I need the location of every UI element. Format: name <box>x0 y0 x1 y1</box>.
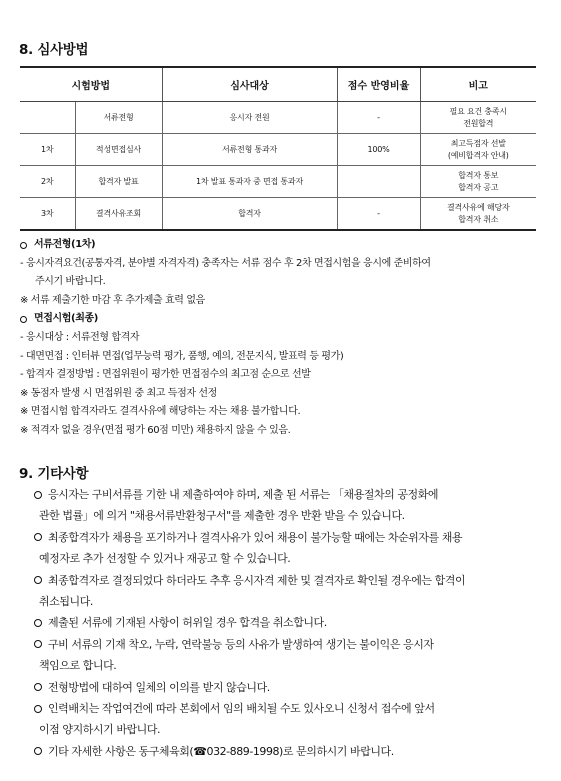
table-row <box>20 166 536 198</box>
circle-bullet-icon <box>34 576 42 584</box>
other-notes-list <box>34 484 465 762</box>
header-note: 비고 <box>420 67 536 102</box>
notice-item: 기타 자세한 사항은 동구체육회(☎032-889-1998)로 문의하시기 바랍니다. <box>34 741 465 762</box>
doc-screening-heading: 서류전형(1차) <box>20 236 431 255</box>
interview-line: - 응시대상 : 서류전형 합격자 <box>20 331 140 343</box>
interview-line: - 합격자 결정방법 : 면접위원이 평가한 면접점수의 최고점 순으로 선발 <box>20 369 311 381</box>
method-cell: 적성면접심사 <box>75 134 162 166</box>
stage-cell <box>20 102 75 134</box>
stage-cell: 2차 <box>20 166 75 198</box>
note-cell: 결격사유에 해당자 합격자 취소 <box>420 198 536 231</box>
interview-line: ※ 동점자 발생 시 면접위원 중 최고 득점자 선정 <box>20 387 217 399</box>
circle-bullet-icon <box>20 242 27 249</box>
ratio-cell: - <box>337 102 420 134</box>
notice-item-continuation: 책임으로 합니다. <box>39 659 117 673</box>
circle-bullet-icon <box>34 683 42 691</box>
screening-notes <box>20 236 431 441</box>
note-cell: 최고득점자 선발 (예비합격자 안내) <box>420 134 536 166</box>
circle-bullet-icon <box>34 747 42 755</box>
doc-screening-line: 주시기 바랍니다. <box>35 276 106 288</box>
circle-bullet-icon <box>20 316 27 323</box>
notice-item: 제출된 서류에 기재된 사항이 허위일 경우 합격을 취소합니다. <box>34 612 465 633</box>
notice-item: 인력배치는 작업여건에 따라 본회에서 임의 배치될 수도 있사오니 신청서 접수에 앞서 <box>34 698 465 719</box>
interview-line: - 대면면접 : 인터뷰 면접(업무능력 평가, 품행, 예의, 전문지식, 발표력 등 평가) <box>20 350 344 362</box>
method-cell: 합격자 발표 <box>75 166 162 198</box>
notice-item: 구비 서류의 기재 착오, 누락, 연락불능 등의 사유가 발생하여 생기는 불이익은 응시자 <box>34 634 465 655</box>
section-8-title: 8. 심사방법 <box>19 42 89 58</box>
notice-item: 응시자는 구비서류를 기한 내 제출하여야 하며, 제출 된 서류는 「채용절차의 공정화에 <box>34 484 465 505</box>
method-cell: 결격사유조회 <box>75 198 162 231</box>
circle-bullet-icon <box>34 705 42 713</box>
doc-screening-line: - 응시자격요건(공통자격, 분야별 자격자격) 충족자는 서류 점수 후 2차 면접시험을 응시에 준비하여 <box>20 257 431 269</box>
target-cell: 1차 발표 통과자 중 면접 통과자 <box>162 166 337 198</box>
target-cell: 합격자 <box>162 198 337 231</box>
target-cell: 서류전형 통과자 <box>162 134 337 166</box>
header-target: 심사대상 <box>162 67 337 102</box>
ratio-cell <box>337 166 420 198</box>
doc-screening-line: ※ 서류 제출기한 마감 후 추가제출 효력 없음 <box>20 294 205 306</box>
interview-line: ※ 면접시험 합격자라도 결격사유에 해당하는 자는 채용 불가합니다. <box>20 406 301 418</box>
circle-bullet-icon <box>34 491 42 499</box>
interview-heading: 면접시험(최종) <box>20 310 431 329</box>
stage-cell: 3차 <box>20 198 75 231</box>
notice-item: 전형방법에 대하여 일체의 이의를 받지 않습니다. <box>34 677 465 698</box>
circle-bullet-icon <box>34 533 42 541</box>
stage-cell: 1차 <box>20 134 75 166</box>
table-row <box>20 198 536 231</box>
section-9-title: 9. 기타사항 <box>19 466 89 482</box>
notice-item: 최종합격자가 채용을 포기하거나 결격사유가 있어 채용이 불가능할 때에는 차순위자를 채용 <box>34 527 465 548</box>
table-header-row <box>20 67 536 102</box>
circle-bullet-icon <box>34 640 42 648</box>
notice-item-continuation: 취소됩니다. <box>39 594 93 608</box>
target-cell: 응시자 전원 <box>162 102 337 134</box>
note-cell: 합격자 통보 합격자 공고 <box>420 166 536 198</box>
screening-method-table <box>20 66 536 231</box>
table-row <box>20 134 536 166</box>
circle-bullet-icon <box>34 619 42 627</box>
notice-item-continuation: 관한 법률」에 의거 "채용서류반환청구서"를 제출한 경우 반환 받을 수 있습니다. <box>39 509 405 523</box>
header-ratio: 점수 반영비율 <box>337 67 420 102</box>
ratio-cell: 100% <box>337 134 420 166</box>
notice-item-continuation: 이점 양지하시기 바랍니다. <box>39 723 161 737</box>
note-cell: 필요 요건 충족시 전원합격 <box>420 102 536 134</box>
ratio-cell: - <box>337 198 420 231</box>
header-method: 시험방법 <box>20 67 162 102</box>
notice-item-continuation: 예정자로 추가 선정할 수 있거나 재공고 할 수 있습니다. <box>39 552 291 566</box>
table-row <box>20 102 536 134</box>
notice-item: 최종합격자로 결정되었다 하더라도 추후 응시자격 제한 및 결격자로 확인될 경우에는 합격이 <box>34 570 465 591</box>
interview-line: ※ 적격자 없을 경우(면접 평가 60점 미만) 채용하지 않을 수 있음. <box>20 424 291 436</box>
method-cell: 서류전형 <box>75 102 162 134</box>
